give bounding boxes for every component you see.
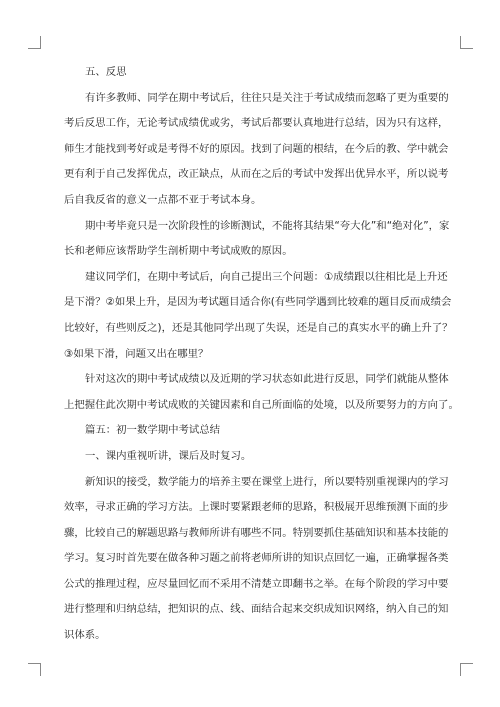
text-line: 是下滑？②如果上升，是因为考试题目适合你(有些同学遇到比较难的题目反而成绩会 [64,296,452,309]
document-body [64,60,459,649]
text-line: 公式的推理过程，应尽量回忆而不采用不清楚立即翻书之举。在每个阶段的学习中要 [64,577,449,590]
text-line: 针对这次的期中考试成绩以及近期的学习状态如此进行反思，同学们就能从整体 [85,373,449,386]
text-line: 学习。复习时首先要在做各种习题之前将老师所讲的知识点回忆一遍，正确掌握各类 [64,552,449,565]
corner-mark-top-left [28,36,41,49]
text-line: 进行整理和归纳总结，把知识的点、线、面结合起来交织成知识网络，纳入自己的知 [64,603,449,616]
text-line: 建议同学们，在期中考试后，向自己提出三个问题：①成绩跟以往相比是上升还 [85,270,448,283]
text-line: 效率，寻求正确的学习方法。上课时要紧跟老师的思路，积极展开思维预测下面的步 [64,501,449,514]
text-line: 更有利于自己发挥优点，改正缺点，从而在之后的考试中发挥出优异水平，所以说考 [64,168,449,181]
text-line: 长和老师应该帮助学生剖析期中考试成败的原因。 [64,245,293,258]
corner-mark-bottom-right [460,663,473,676]
text-line: 识体系。 [64,629,106,642]
text-line: 有许多教师、同学在期中考试后，往往只是关注于考试成绩而忽略了更为重要的 [85,91,449,104]
corner-mark-bottom-left [28,663,41,676]
corner-mark-top-right [460,36,473,49]
text-line: 考后反思工作，无论考试成绩优或劣，考试后都要认真地进行总结，因为只有这样， [64,117,449,130]
text-line: 上把握住此次期中考试成败的关键因素和自己所面临的处境，以及所要努力的方向了。 [64,398,459,411]
text-line: 骤，比较自己的解题思路与教师所讲有哪些不同。特别要抓住基础知识和基本技能的 [64,526,449,539]
text-line: ③如果下滑，问题又出在哪里？ [64,347,209,360]
text-line: 五、反思 [85,66,127,78]
text-line: 新知识的接受，数学能力的培养主要在课堂上进行，所以要特别重视课内的学习 [85,475,449,488]
text-line: 后自我反省的意义一点都不亚于考试本身。 [64,193,262,206]
text-line: 期中考毕竟只是一次阶段性的诊断测试，不能将其结果“夸大化”和“绝对化”，家 [85,219,450,232]
text-line: 篇五：初一数学期中考试总结 [85,424,221,437]
text-line: 比较好，有些则反之)，还是其他同学出现了失误，还是自己的真实水平的确上升了？ [64,321,453,334]
text-line: 一、课内重视听讲，课后及时复习。 [85,449,252,462]
text-line: 师生才能找到考好或是考得不好的原因。找到了问题的根结，在今后的教、学中就会 [64,142,449,155]
